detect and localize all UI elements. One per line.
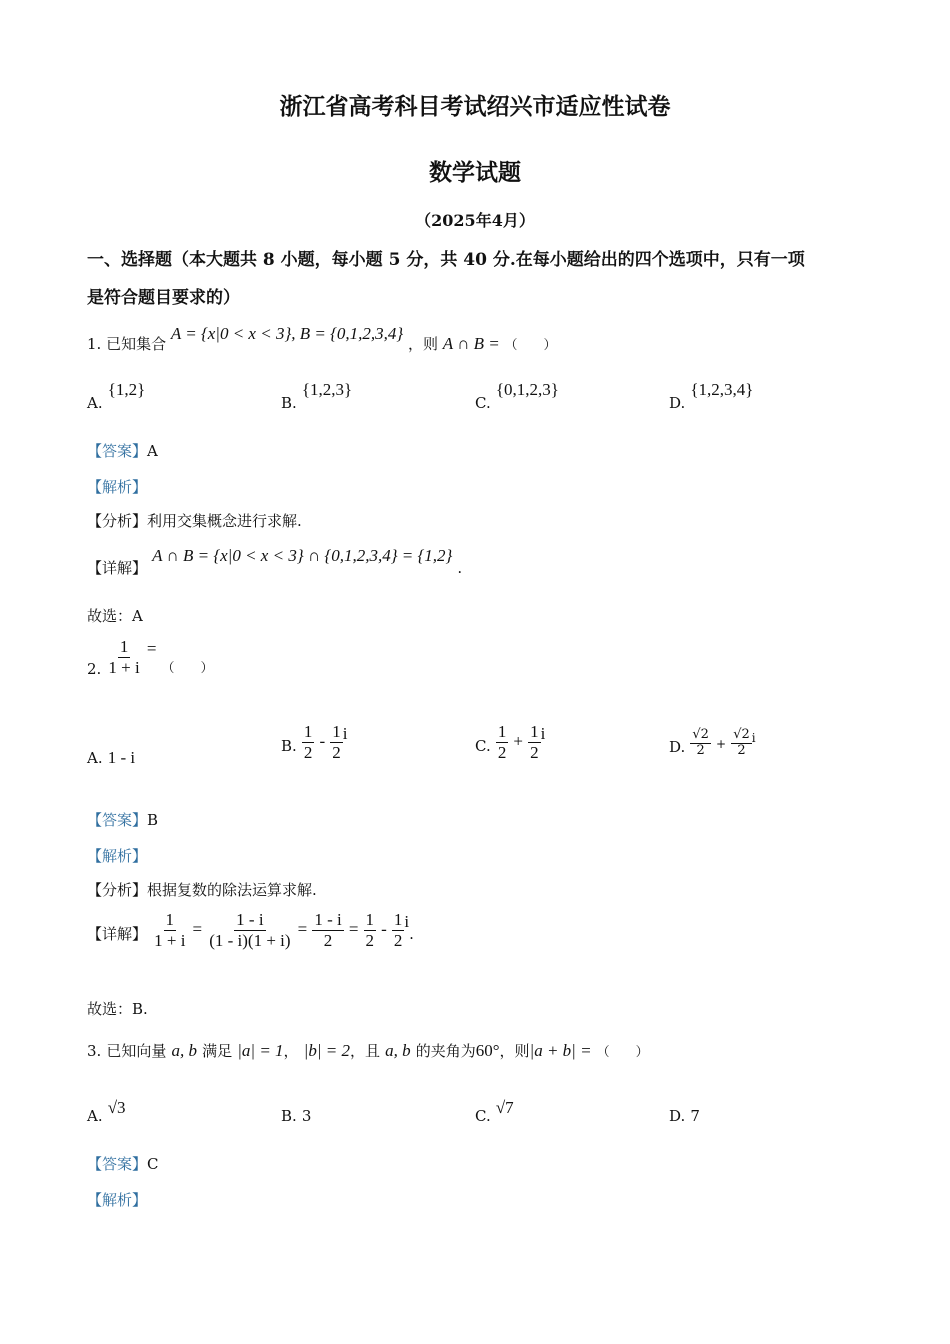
denominator: 2 [696,742,705,758]
imaginary-unit: i [751,730,756,745]
fraction-half [330,722,343,762]
minus-sign: - [319,731,326,751]
option-value: {0,1,2,3} [495,380,559,399]
question-math: A = {x|0 < x < 3}, B = {0,1,2,3,4} [170,324,404,343]
fraction-half [528,722,541,762]
detail-end: . [457,559,463,577]
plus-sign: + [716,736,727,751]
vectors-ab: a, b [171,1041,198,1060]
q1-option-d [669,380,754,412]
answer-value: C [147,1155,159,1173]
question-tail-math: A ∩ B = [442,334,500,353]
plus-sign: + [513,731,523,751]
answer-paren: （ ） [161,660,214,676]
radicand: 2 [741,727,750,742]
fraction-denominator: 1 + i [108,657,140,677]
denominator: 2 [303,742,313,762]
option-label: A. [87,749,103,767]
denominator: 2 [737,742,746,758]
equals-sign: = [192,919,203,939]
q1-option-b [281,380,353,412]
numerator: 1 [365,910,374,929]
angle-value: 60° [475,1041,500,1060]
option-label: C. [475,394,491,412]
angle-text: 的夹角为 [415,1042,476,1060]
answer-paren: （ ） [596,1045,649,1060]
q2-conclusion: 故选：B. [87,1000,148,1018]
detail-tag: 【详解】 [87,559,148,577]
detail-fraction-3 [312,910,343,950]
question-number: 2. [87,659,102,678]
fraction-half [364,910,377,950]
denominator: (1 - i)(1 + i) [209,930,291,950]
q3-analysis-tag: 【解析】 [87,1191,148,1209]
denominator: 2 [393,930,403,950]
option-label: C. [475,1107,491,1125]
q1-conclusion: 故选：A [87,607,143,625]
then-text: ，则 [499,1042,530,1060]
section-heading-line2: 是符合题目要求的） [87,288,240,308]
and-text: ，且 [349,1042,380,1060]
radicand: 2 [700,727,709,742]
q2-option-d [669,728,756,759]
denominator: 2 [497,742,507,762]
q1-analysis-tag: 【解析】 [87,478,148,496]
q3-option-c: C. √7 [475,1098,514,1125]
condition-1: |a| = 1 [237,1041,284,1060]
denominator: 2 [530,742,539,762]
answer-paren: （ ） [504,338,557,353]
q3-option-d [669,1106,700,1125]
numerator: 1 - i [314,910,342,929]
detail-tag: 【详解】 [87,924,148,943]
fenxi-tag: 【分析】 [87,881,148,899]
radicand: 7 [505,1098,514,1117]
q2-option-b [281,722,347,762]
equals-sign: = [297,919,308,939]
numerator: 1 [303,722,313,741]
fraction-sqrt2-half: $\frac{√2}{2}$ [733,727,750,758]
fraction-half [392,910,405,950]
q2-detail [87,910,414,950]
condition-2: |b| = 2 [303,1041,350,1060]
numerator: 1 [497,722,507,741]
question-number: 3. [87,1042,102,1060]
detail-fraction-2 [207,910,292,950]
answer-value: A [147,442,158,460]
imaginary-unit: i [404,911,410,931]
q3-option-b [281,1106,311,1125]
denominator: 2 [332,742,341,762]
document-subtitle: 数学试题 [429,159,521,186]
option-value: 3 [301,1107,312,1125]
fenxi-text: 根据复数的除法运算求解. [147,881,317,899]
option-value: {1,2,3} [301,380,353,399]
fraction-numerator: 1 [119,637,129,656]
option-label: C. [475,736,491,755]
fraction-half [496,722,509,762]
denominator: 2 [365,930,374,950]
radicand: 3 [117,1098,126,1117]
satisfy-text: 满足 [202,1042,233,1060]
section-heading-line1: 一、选择题（本大题共 8 小题，每小题 5 分，共 40 分.在每小题给出的四个选项中，只有一项 [87,250,805,270]
option-label: A. [87,1107,103,1125]
option-value: {1,2} [107,380,146,399]
answer-value: B [147,811,159,829]
question-lead: 已知集合 [106,335,167,353]
question-fraction [106,637,141,677]
detail-math: A ∩ B = {x|0 < x < 3} ∩ {0,1,2,3,4} = {1,2} [152,546,453,565]
detail-end: . [409,924,414,943]
denominator: 2 [323,930,333,950]
q2-option-a [87,748,135,768]
q1-fenxi [87,510,302,531]
q3-answer [87,1153,159,1174]
imaginary-unit: i [540,723,546,743]
option-label: B. [281,394,297,412]
q1-option-a [87,380,146,412]
numerator: 1 [165,910,175,929]
option-label: D. [669,737,686,756]
option-label: A. [87,394,103,412]
denominator: 1 + i [154,930,186,950]
q2-fenxi [87,879,317,900]
q3-option-a: A. √3 [87,1098,126,1125]
answer-tag: 【答案】 [87,1155,148,1173]
exam-date: （2025年4月） [415,211,535,230]
question-2 [87,637,214,677]
option-label: D. [669,1107,686,1125]
numerator: 1 - i [236,910,264,929]
question-lead: 已知向量 [106,1042,167,1060]
target-expression: |a + b| = [529,1041,592,1060]
equals-sign: = [348,919,359,939]
question-1 [87,324,557,354]
option-label: B. [281,1107,297,1125]
fenxi-text: 利用交集概念进行求解. [147,512,302,530]
question-number: 1. [87,335,102,353]
numerator: 1 [530,722,539,741]
q2-option-c [475,722,545,762]
answer-tag: 【答案】 [87,811,148,829]
q1-answer [87,440,158,461]
question-mid: ，则 [407,335,438,353]
document-title: 浙江省高考科目考试绍兴市适应性试卷 [279,93,671,120]
answer-tag: 【答案】 [87,442,148,460]
q2-analysis-tag: 【解析】 [87,847,148,865]
fraction-sqrt2-half: $\frac{√2}{2}$ [692,727,709,758]
fenxi-tag: 【分析】 [87,512,148,530]
minus-sign: - [381,919,387,939]
option-value: 1 - i [107,748,136,767]
numerator: 1 [393,910,403,929]
imaginary-unit: i [342,723,348,743]
option-value: 7 [690,1107,700,1125]
equals-sign: = [146,638,157,658]
vectors-ab: a, b [385,1041,411,1060]
fraction-half [302,722,315,762]
option-value: {1,2,3,4} [690,380,754,399]
option-label: D. [669,394,686,412]
q1-detail [87,545,463,577]
numerator: 1 [332,722,341,741]
q1-option-c [475,380,559,412]
option-label: B. [281,736,297,755]
comma: ， [283,1042,299,1060]
detail-fraction-1 [152,910,187,950]
question-3 [87,1040,649,1061]
q2-answer [87,809,158,830]
